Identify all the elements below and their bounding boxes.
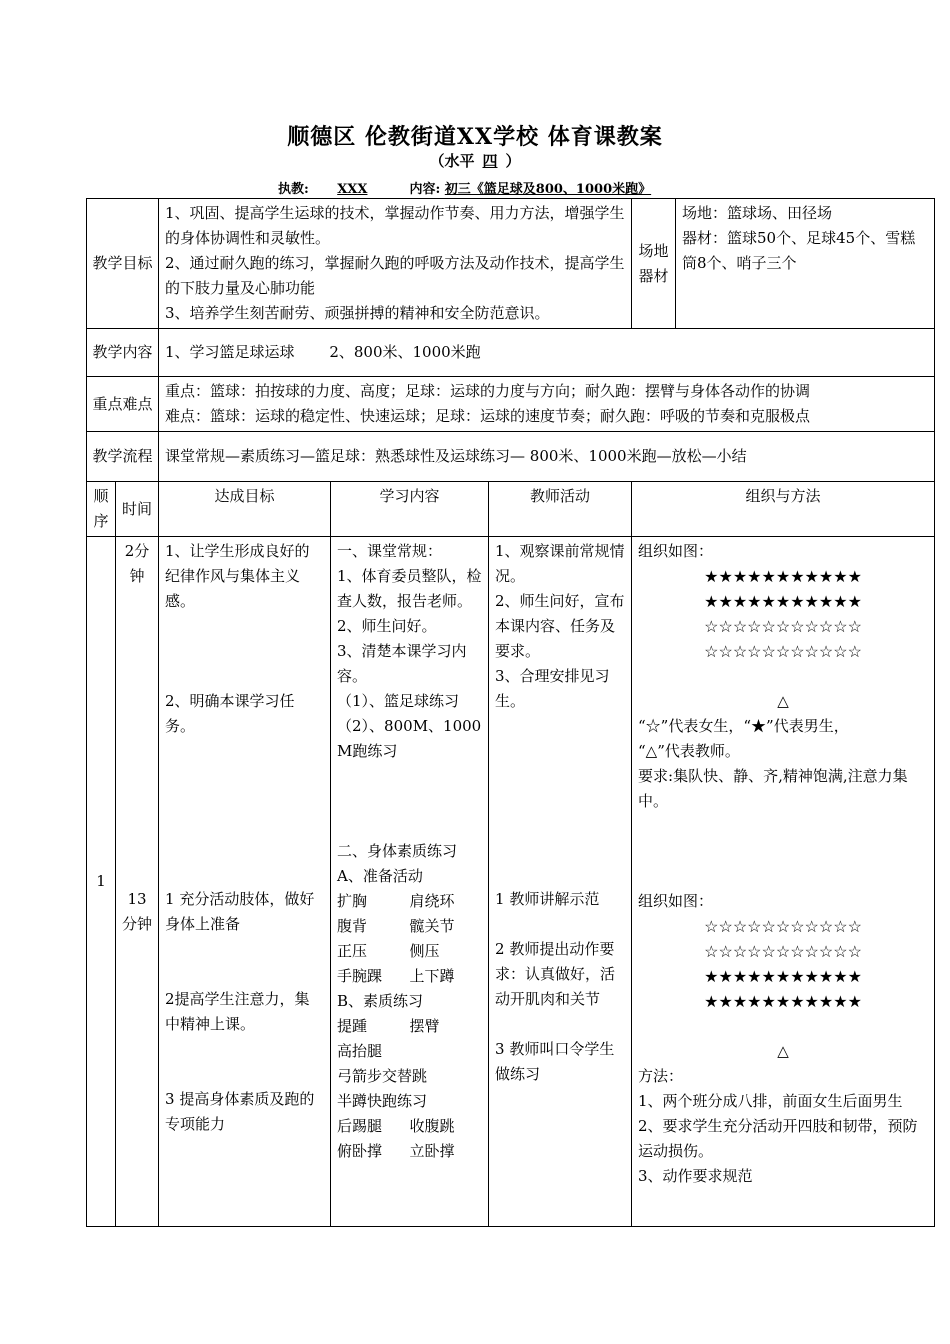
exercise: 立卧撑 [409,1142,455,1160]
col-method: 组织与方法 [632,482,935,537]
content-label: 内容: [409,182,441,197]
exercise: 俯卧撑 [337,1142,383,1160]
method-title: 组织如图： [638,892,714,910]
teacher-item: 2、师生问好，宣布本课内容、任务及要求。 [495,592,625,660]
flow-label: 教学流程 [87,432,159,482]
col-learning: 学习内容 [331,482,489,537]
exercise: 上下蹲 [409,967,455,985]
exercise: 收腹跳 [409,1117,455,1135]
formation-row: ☆☆☆☆☆☆☆☆☆☆☆ [704,617,862,636]
formation-row: ☆☆☆☆☆☆☆☆☆☆☆ [704,917,862,936]
quality-pair [337,1114,482,1139]
teacher-cell [489,537,632,1227]
level-value: 四 [482,152,498,170]
formation-row: ★★★★★★★★★★★ [704,567,862,586]
exercise: 高抬腿 [337,1042,383,1060]
section-order: 1 [87,537,116,1227]
col-time: 时间 [116,482,159,537]
level-prefix: （水平 [429,152,475,170]
teacher-item: 2 教师提出动作要求：认真做好，活动开肌肉和关节 [495,940,616,1008]
requirement-text: 要求:集队快、静、齐,精神饱满,注意力集中。 [638,767,908,810]
difficulty-point: 难点：篮球：运球的稳定性、快速运球；足球：运球的速度节奏；耐久跑：呼吸的节奏和克服极点 [165,407,811,425]
quality-pair [337,1014,482,1039]
goal-item: 3 提高身体素质及跑的专项能力 [165,1090,315,1133]
method-title: 组织如图： [638,542,714,560]
venue-content [676,199,935,329]
exercise: 肩绕环 [409,892,455,910]
learning-item: 一、课堂常规： [337,542,443,560]
method-item: 1、两个班分成八排，前面女生后面男生 [638,1092,903,1110]
exercise: 半蹲快跑练习 [337,1092,428,1110]
warmup-title: A、准备活动 [337,867,423,885]
page-title: 顺德区 伦教街道XX学校 体育课教案 [287,124,663,150]
learning-cell [331,537,489,1227]
warmup-pair [337,939,482,964]
quality-title: B、素质练习 [337,992,424,1010]
quality-pair [337,1139,482,1164]
method-label: 方法： [638,1067,684,1085]
exercise: 弓箭步交替跳 [337,1067,428,1085]
formation-row: ★★★★★★★★★★★ [704,992,862,1011]
goal-item: 2、通过耐久跑的练习，掌握耐久跑的呼吸方法及动作技术，提高学生的下肢力量及心肺功能 [165,254,625,297]
exercise: 后踢腿 [337,1117,383,1135]
exercise: 腹背 [337,917,368,935]
warmup-pair [337,914,482,939]
col-order: 顺序 [87,482,116,537]
learning-item: （1）、篮足球练习 [337,692,460,710]
level-suffix: ） [505,152,521,170]
legend-text: “△”代表教师。 [638,742,740,760]
goal-item: 1 充分活动肢体，做好身体上准备 [165,890,315,933]
teacher-item: 1 教师讲解示范 [495,890,600,908]
exercise: 手腕踝 [337,967,383,985]
key-point: 重点：篮球：拍按球的力度、高度；足球：运球的力度与方向；耐久跑：摆臂与身体各动作的协调 [165,382,811,400]
learning-title: 二、身体素质练习 [337,842,458,860]
method-item: 2、要求学生充分活动开四肢和韧带，预防运动损伤。 [638,1117,918,1160]
venue-label: 场地器材 [632,199,676,329]
key-label: 重点难点 [87,377,159,432]
formation-row: ★★★★★★★★★★★ [704,967,862,986]
goals-label: 教学目标 [87,199,159,329]
teacher-triangle-icon: △ [777,1042,789,1060]
learning-item: 2、师生问好。 [337,617,437,635]
teacher-item: 1、观察课前常规情况。 [495,542,625,585]
key-content [159,377,935,432]
exercise: 侧压 [409,942,440,960]
legend-text: “☆”代表女生，“★”代表男生， [638,717,849,735]
warmup-pair [337,889,482,914]
warmup-pair [337,964,482,989]
lesson-plan-table [86,198,935,1227]
goal-item: 1、让学生形成良好的纪律作风与集体主义感。 [165,542,310,610]
exercise: 正压 [337,942,368,960]
formation-row: ★★★★★★★★★★★ [704,592,862,611]
time-part1: 2分钟 [124,542,150,585]
method-cell [632,537,935,1227]
goal-item: 2提高学生注意力，集中精神上课。 [165,990,310,1033]
teacher-value: XXX [337,182,368,197]
flow-row [87,432,935,482]
learning-item: （2）、800M、1000M跑练习 [337,717,482,760]
key-row [87,377,935,432]
col-teacher: 教师活动 [489,482,632,537]
time-cell [116,537,159,1227]
goals-row [87,199,935,329]
section-row [87,537,935,1227]
teacher-item: 3 教师叫口令学生做练习 [495,1040,615,1083]
col-goal: 达成目标 [159,482,331,537]
level-line [0,150,950,171]
info-line [278,178,651,197]
flow-text: 课堂常规—素质练习—篮足球：熟悉球性及运球练习— 800米、1000米跑—放松—小结 [159,432,935,482]
learning-item: 3、清楚本课学习内容。 [337,642,467,685]
method-item: 3、动作要求规范 [638,1167,753,1185]
exercise: 提踵 [337,1017,368,1035]
formation-row: ☆☆☆☆☆☆☆☆☆☆☆ [704,642,862,661]
goal-item: 1、巩固、提高学生运球的技术，掌握动作节奏、用力方法，增强学生的身体协调性和灵敏性。 [165,204,625,247]
content-value: 初三《篮足球及800、1000米跑》 [444,182,652,197]
exercise: 扩胸 [337,892,368,910]
time-part2: 13分钟 [122,890,153,933]
column-header-row [87,482,935,537]
content-text: 1、学习篮足球运球 2、800米、1000米跑 [159,329,935,377]
exercise: 摆臂 [409,1017,440,1035]
goal-cell [159,537,331,1227]
equipment-text: 器材：篮球50个、足球45个、雪糕筒8个、哨子三个 [682,229,916,272]
venue-text: 场地：篮球场、田径场 [682,204,833,222]
goal-item: 2、明确本课学习任务。 [165,692,295,735]
goals-content [159,199,632,329]
formation-1 [638,564,928,714]
formation-row: ☆☆☆☆☆☆☆☆☆☆☆ [704,942,862,961]
exercise: 髋关节 [409,917,455,935]
formation-2 [638,914,928,1064]
content-row [87,329,935,377]
teacher-item: 3、合理安排见习生。 [495,667,610,710]
content-label: 教学内容 [87,329,159,377]
teacher-triangle-icon: △ [777,692,789,710]
teacher-label: 执教: [278,182,309,197]
goal-item: 3、培养学生刻苦耐劳、顽强拼搏的精神和安全防范意识。 [165,304,550,322]
learning-item: 1、体育委员整队，检查人数，报告老师。 [337,567,482,610]
